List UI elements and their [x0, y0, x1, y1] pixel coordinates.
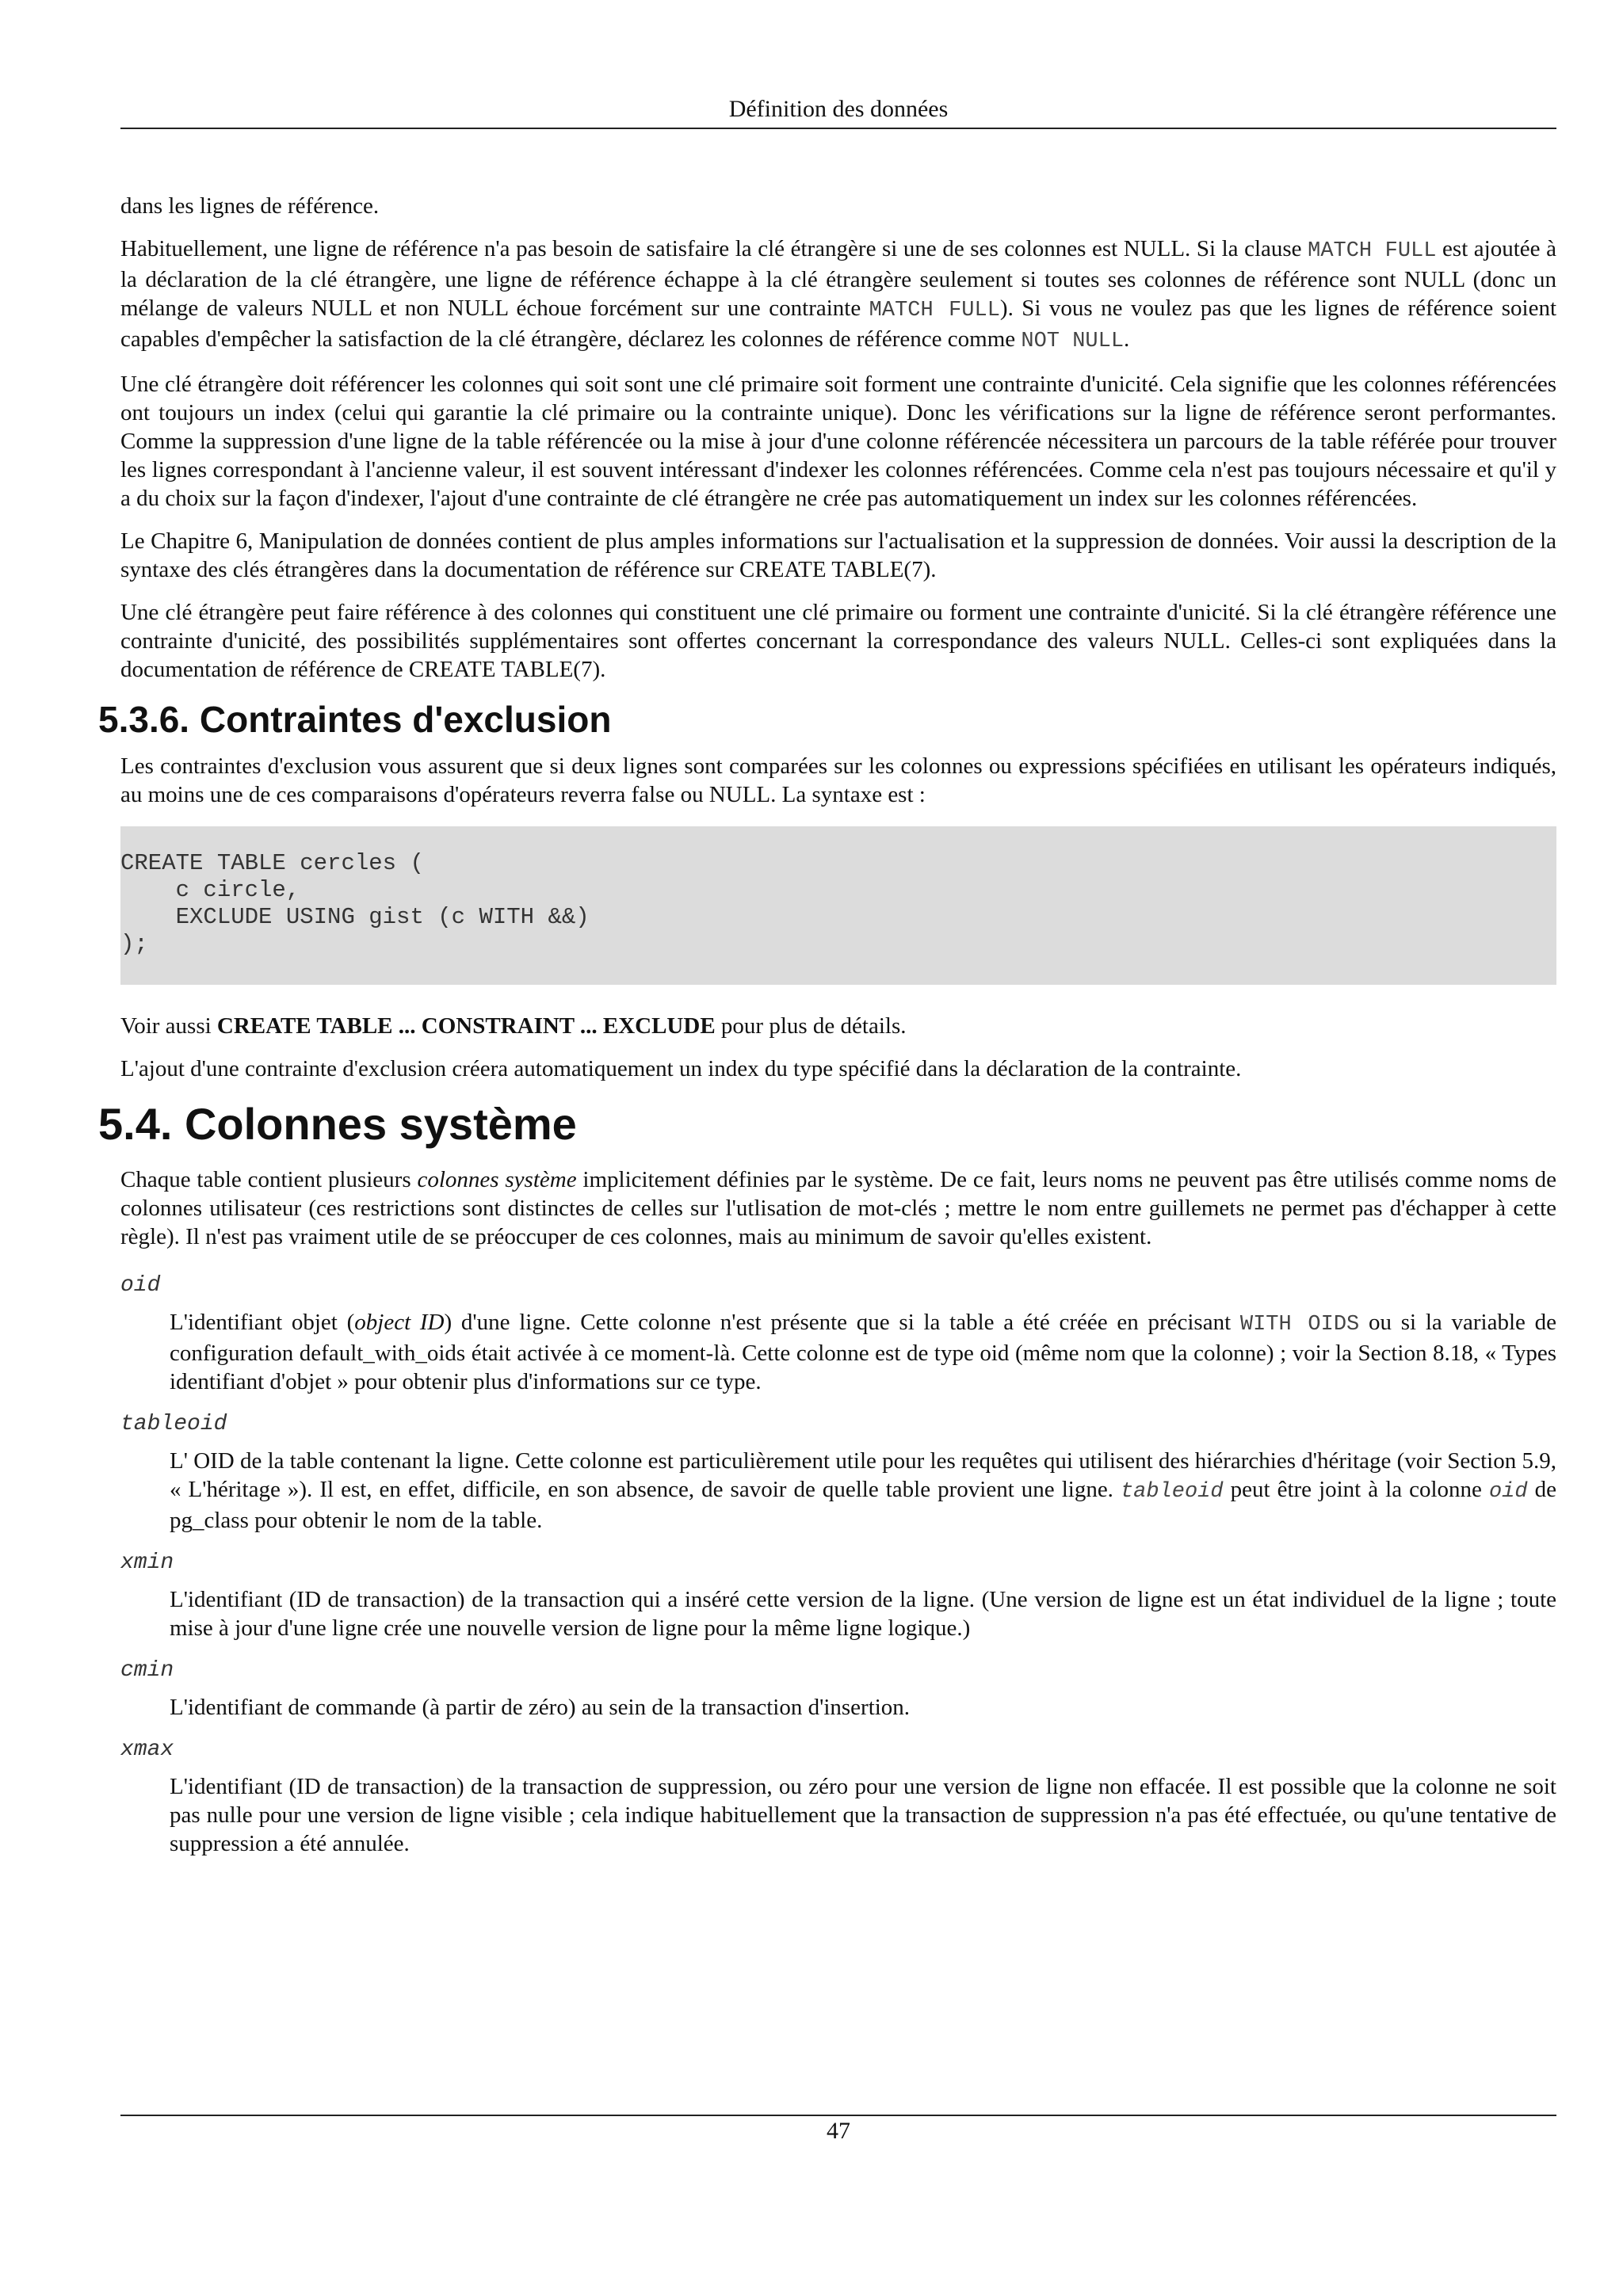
- paragraph-match-full: [120, 235, 1556, 356]
- term-tableoid: tableoid: [120, 1412, 227, 1436]
- paragraph-chapter-reference: Le Chapitre 6, Manipulation de données contient de plus amples informations sur l'actualisation et la suppression de données. Voir aussi la description de la syntaxe des clés étrangères dans la documentation de référence sur CREATE TABLE(7).: [120, 528, 1556, 582]
- definition-xmax: L'identifiant (ID de transaction) de la transaction de suppression, ou zéro pour une version de ligne non effacée. Il est possible que la colonne ne soit pas nulle pour une version de ligne visible ; cela indique habituellement que la transaction de suppression n'a pas été effectuée, ou qu'une tentative de suppression a été annulée.: [170, 1774, 1556, 1856]
- running-header: Définition des données: [728, 96, 949, 122]
- paragraph-text: Chaque table contient plusieurs: [120, 1167, 418, 1192]
- definition-text: ) d'une ligne. Cette colonne n'est présente que si la table a été créée en précisant: [444, 1310, 1240, 1335]
- emphasis: object ID: [354, 1310, 445, 1335]
- paragraph-text: Voir aussi: [120, 1013, 217, 1039]
- page-number: 47: [827, 2118, 850, 2144]
- paragraph-referenced-columns: Une clé étrangère doit référencer les colonnes qui soit sont une clé primaire soit forment une contrainte d'unicité. Cela signifie que les colonnes référencées ont toujours un index (celui qui garantie la clé primaire ou la contrainte unique). Donc les vérifications sur la ligne de référence seront performantes. Comme la suppression d'une ligne de la table référencée ou la mise à jour d'une colonne référencée nécessitera un parcours de la table référée pour trouver les lignes correspondant à l'ancienne valeur, il est souvent intéressant d'indexer les colonnes référencées. Comme cela n'est pas toujours nécessaire et qu'il y a du choix sur la façon d'indexer, l'ajout d'une contrainte de clé étrangère ne crée pas automatiquement un index sur les colonnes référencées.: [120, 372, 1556, 511]
- inline-code: NOT NULL: [1021, 330, 1125, 353]
- term-xmax: xmax: [120, 1737, 174, 1762]
- header-rule: [120, 128, 1556, 129]
- term-oid: oid: [120, 1273, 161, 1298]
- inline-code: oid: [1488, 1480, 1528, 1504]
- definition-cmin: L'identifiant de commande (à partir de zéro) au sein de la transaction d'insertion.: [170, 1695, 911, 1720]
- paragraph-text: Habituellement, une ligne de référence n'a pas besoin de satisfaire la clé étrangère si une de ses colonnes est NULL. Si la clause: [120, 236, 1308, 261]
- bold-command: CREATE TABLE ... CONSTRAINT ... EXCLUDE: [216, 1013, 716, 1039]
- paragraph-index-note: L'ajout d'une contrainte d'exclusion créera automatiquement un index du type spécifié dans la déclaration de la contrainte.: [120, 1056, 1242, 1081]
- paragraph-exclusion-intro: Les contraintes d'exclusion vous assurent que si deux lignes sont comparées sur les colonnes ou expressions spécifiées en utilisant les opérateurs indiqués, au moins une de ces comparaisons d'opérateurs reverra false ou NULL. La syntaxe est :: [120, 753, 1556, 807]
- paragraph-text: dans les lignes de référence.: [120, 193, 380, 219]
- paragraph-unique-constraint: Une clé étrangère peut faire référence à des colonnes qui constituent une clé primaire ou forment une contrainte d'unicité. Si la clé étrangère référence une contrainte d'unicité, des possibilités supplémentaires sont offertes concernant la correspondance des valeurs NULL. Celles-ci sont expliquées dans la documentation de référence de CREATE TABLE(7).: [120, 600, 1556, 682]
- paragraph-system-columns-intro: [120, 1165, 1556, 1251]
- emphasis: colonnes système: [417, 1167, 577, 1192]
- section-heading-exclusion-constraints: 5.3.6. Contraintes d'exclusion: [98, 699, 612, 740]
- definition-text: L' OID de la table contenant la ligne. Cette colonne est particulièrement utile pour les requêtes qui utilisent des hiérarchies d'héritage (voir Section 5.9, « L'héritage »). Il est, en effet, difficile, en son absence, de savoir de quelle table provient une ligne.: [170, 1448, 1556, 1502]
- definition-text: ou si la variable de configuration default_with_oids était activée à ce moment-là. Cette colonne est de type oid (même nom que la colonne) ; voir la Section 8.18, « Types identifiant d'objet » pour obtenir plus d'informations sur ce type.: [170, 1310, 1557, 1394]
- paragraph-text: .: [1124, 326, 1130, 352]
- inline-code: MATCH FULL: [1308, 239, 1437, 263]
- term-cmin: cmin: [120, 1658, 174, 1683]
- section-heading-system-columns: 5.4. Colonnes système: [98, 1099, 577, 1149]
- definition-text: de pg_class pour obtenir le nom de la table.: [170, 1477, 1556, 1533]
- definition-text: L'identifiant objet (: [170, 1310, 355, 1335]
- paragraph-continuation: [120, 192, 1556, 220]
- paragraph-text: est ajoutée à la déclaration de la clé étrangère, une ligne de référence échappe à la clé étrangère seulement si toutes ses colonnes de référence sont NULL (donc un mélange de valeurs NULL et non NULL échoue forcément sur une contrainte: [120, 236, 1556, 321]
- paragraph-text: ). Si vous ne voulez pas que les lignes de référence soient capables d'empêcher la satisfaction de la clé étrangère, déclarez les colonnes de référence comme: [120, 296, 1557, 352]
- definition-oid: [170, 1308, 1556, 1396]
- definition-text: peut être joint à la colonne: [1223, 1477, 1489, 1502]
- inline-code: WITH OIDS: [1239, 1313, 1360, 1337]
- inline-code: tableoid: [1120, 1480, 1224, 1504]
- system-columns-list: [120, 1272, 1556, 1858]
- page-content: [98, 192, 1557, 1872]
- paragraph-see-also: [120, 1012, 1556, 1040]
- code-block: CREATE TABLE cercles ( c circle, EXCLUDE USING gist (c WITH &&) );: [120, 826, 1556, 985]
- footer-rule: [120, 2115, 1556, 2116]
- definition-xmin: L'identifiant (ID de transaction) de la transaction qui a inséré cette version de la ligne. (Une version de ligne est un état individuel de la ligne ; toute mise à jour d'une ligne crée une nouvelle version de ligne pour la même ligne logique.): [170, 1587, 1556, 1641]
- paragraph-text: pour plus de détails.: [715, 1013, 907, 1039]
- paragraph-text: implicitement définies par le système. De ce fait, leurs noms ne peuvent pas être utilisés comme noms de colonnes utilisateur (ces restrictions sont distinctes de celles sur l'utlisation de mot-clés ; mettre le nom entre guillemets ne permet pas d'échapper à cette règle). Il n'est pas vraiment utile de se préoccuper de ces colonnes, mais au minimum de savoir qu'elles existent.: [120, 1167, 1556, 1249]
- definition-tableoid: [170, 1447, 1556, 1535]
- inline-code: MATCH FULL: [869, 299, 1000, 322]
- term-xmin: xmin: [120, 1550, 174, 1575]
